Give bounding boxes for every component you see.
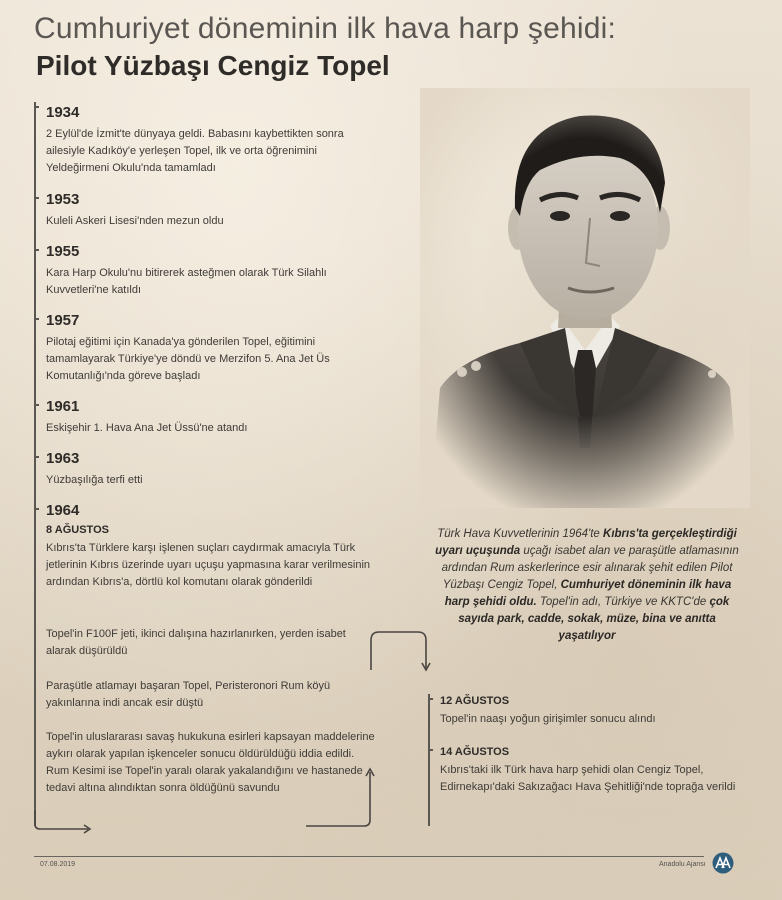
timeline-year: 1961 <box>46 398 80 415</box>
timeline-text: Kara Harp Okulu'nu bitirerek asteğmen olarak Türk Silahlı Kuvvetleri'ne katıldı <box>46 267 327 296</box>
event-text: Topel'in naaşı yoğun girişimler sonucu alındı <box>440 713 656 725</box>
timeline-year: 1953 <box>46 191 80 208</box>
arrow-up-icon <box>300 766 380 832</box>
timeline-tick <box>34 106 39 108</box>
caption-bold: çok sayıda park, cadde, sokak, müze, bina ve anıtta yaşatılıyor <box>458 596 730 642</box>
timeline-text: 2 Eylül'de İzmit'te dünyaya geldi. Babasını kaybettikten sonra ailesiyle Kadıköy'e yerleşen Topel, ilk ve orta öğrenimini Yeldeğirmeni Okulu'nda tamamladı <box>46 128 344 174</box>
timeline-line <box>34 102 36 826</box>
pilot-portrait <box>420 88 750 508</box>
timeline-year: 1963 <box>46 450 80 467</box>
event-text: Kıbrıs'taki ilk Türk hava harp şehidi olan Cengiz Topel, Edirnekapı'daki Sakızağacı Hava Şehitliği'nde toprağa verildi <box>440 764 736 793</box>
caption-bold: Cumhuriyet döneminin ilk hava harp şehidi oldu. <box>444 579 732 608</box>
timeline-tick <box>428 749 433 751</box>
arrow-right-icon <box>32 810 102 836</box>
caption-bold: Kıbrıs'ta gerçekleştirdiği uyarı uçuşunda <box>435 528 737 557</box>
timeline-year: 1955 <box>46 243 80 260</box>
timeline-line-right <box>428 694 430 826</box>
timeline-tick <box>34 197 39 199</box>
event-paragraph: Topel'in F100F jeti, ikinci dalışına hazırlanırken, yerden isabet alarak düşürüldü <box>46 628 346 657</box>
timeline-entry-1961 <box>46 398 376 437</box>
timeline-tick <box>34 249 39 251</box>
page-subtitle: Pilot Yüzbaşı Cengiz Topel <box>36 50 390 81</box>
event-date: 12 AĞUSTOS <box>440 695 510 707</box>
event-paragraph: Kıbrıs'ta Türklere karşı işlenen suçları caydırmak amacıyla Türk jetlerinin Kıbrıs üzerinde uyarı uçuşu yapmasına karar verilmesinin ardından Kıbrıs'a, dörtlü kol komutanı olarak gönderildi <box>46 542 371 588</box>
timeline-tick <box>34 456 39 458</box>
timeline-text: Kuleli Askeri Lisesi'nden mezun oldu <box>46 215 224 227</box>
arrow-loop-icon <box>366 628 436 674</box>
timeline-entry-1964 <box>46 502 376 537</box>
timeline-year: 1964 <box>46 502 80 519</box>
timeline-tick <box>428 698 433 700</box>
caption-text: uçağı isabet alan ve paraşütle atlamasının ardından Rum askerlerince esir alınarak şehit edilen Pilot Yüzbaşı Cengiz Topel, <box>441 545 739 591</box>
timeline-text: Eskişehir 1. Hava Ana Jet Üssü'ne atandı <box>46 422 248 434</box>
event-date: 8 AĞUSTOS <box>46 524 109 536</box>
timeline-tick <box>34 318 39 320</box>
timeline-tick <box>34 508 39 510</box>
event-paragraph: Topel'in uluslararası savaş hukukuna esirleri kapsayan maddelerine aykırı olarak yapılan işkenceler sonucu öldürüldüğü iddia edildi. Rum Kesimi ise Topel'in yaralı olarak yakalandığını ve hastanede tedavi altına alındıktan sonra öldüğünü savundu <box>46 731 375 794</box>
footer-divider <box>34 856 704 857</box>
photo-caption <box>432 526 742 645</box>
timeline-year: 1957 <box>46 312 80 329</box>
timeline-year: 1934 <box>46 104 80 121</box>
event-paragraph: Paraşütle atlamayı başaran Topel, Peristeronori Rum köyü yakınlarına indi ancak esir düştü <box>46 680 331 709</box>
timeline-entry-1934 <box>46 104 376 177</box>
timeline-entry-1955 <box>46 243 376 299</box>
timeline-entry-1953 <box>46 191 376 230</box>
page-title: Cumhuriyet döneminin ilk hava harp şehidi: <box>34 12 617 45</box>
timeline-text: Yüzbaşılığa terfi etti <box>46 474 143 486</box>
timeline-entry-1963 <box>46 450 376 489</box>
timeline-entry-1957 <box>46 312 376 385</box>
event-date: 14 AĞUSTOS <box>440 746 510 758</box>
aa-logo-icon <box>712 852 734 874</box>
caption-text: Topel'in adı, Türkiye ve KKTC'de <box>536 596 710 608</box>
footer-date: 07.08.2019 <box>40 861 76 868</box>
event-entry-12-august <box>440 694 740 728</box>
event-entry-14-august <box>440 745 740 796</box>
timeline-tick <box>34 404 39 406</box>
timeline-text: Pilotaj eğitimi için Kanada'ya gönderilen Topel, eğitimini tamamlayarak Türkiye'ye döndü ve Merzifon 5. Ana Jet Üs Komutanlığı'nda göreve başladı <box>46 336 330 382</box>
footer-agency: Anadolu Ajansı <box>659 861 706 868</box>
caption-text: Türk Hava Kuvvetlerinin 1964'te <box>437 528 604 540</box>
